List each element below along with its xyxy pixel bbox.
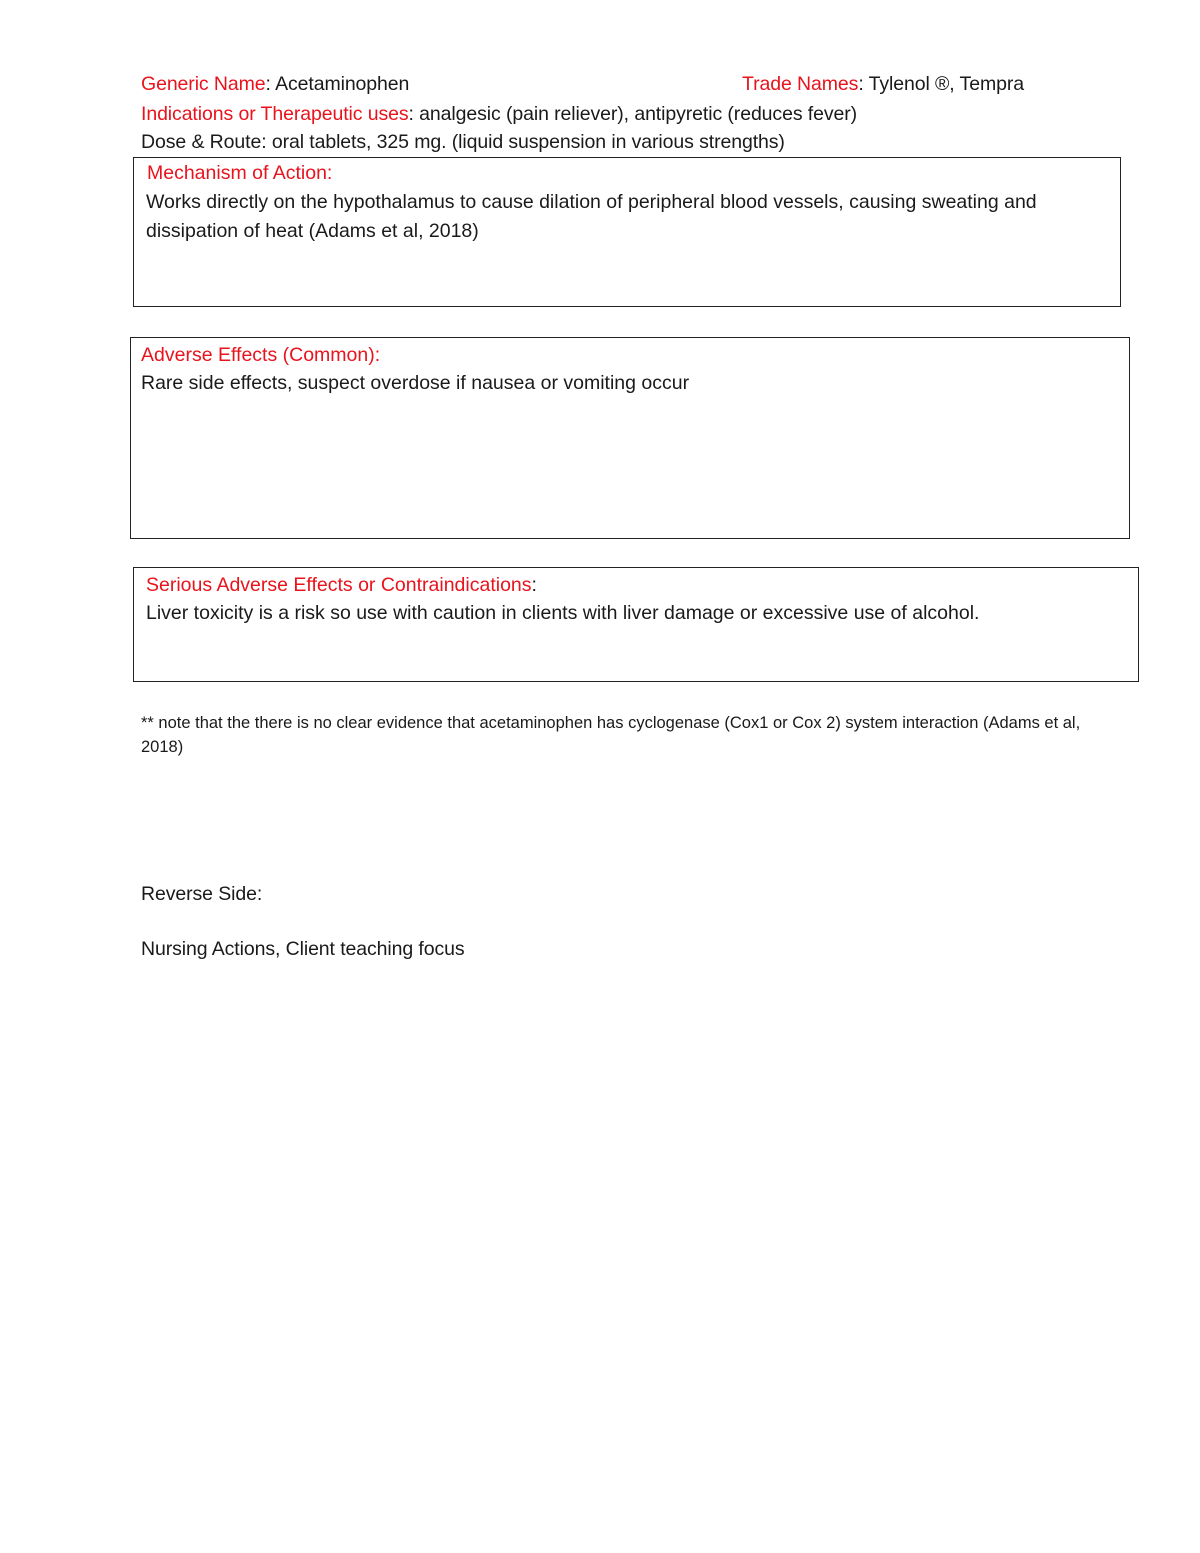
- generic-name-value: : Acetaminophen: [265, 73, 410, 95]
- indications-value: : analgesic (pain reliever), antipyretic (reduces fever): [408, 103, 858, 125]
- serious-adverse-effects-text: Liver toxicity is a risk so use with caution in clients with liver damage or excessive use of alcohol.: [146, 602, 980, 624]
- mechanism-of-action-text: Works directly on the hypothalamus to cause dilation of peripheral blood vessels, causing sweating and dissipation of heat (Adams et al, 2018): [146, 191, 1037, 242]
- trade-names-line: [742, 72, 1024, 96]
- nursing-actions-label: Nursing Actions, Client teaching focus: [141, 938, 465, 960]
- adverse-effects-heading: Adverse Effects (Common):: [141, 344, 381, 366]
- adverse-effects-text: Rare side effects, suspect overdose if nausea or vomiting occur: [141, 372, 690, 394]
- adverse-effects-box: [130, 337, 1130, 539]
- mechanism-of-action-box: [133, 157, 1121, 307]
- serious-adverse-effects-heading: [146, 573, 537, 597]
- mechanism-of-action-heading: Mechanism of Action:: [147, 162, 333, 184]
- indications-label: Indications or Therapeutic uses: [141, 103, 409, 125]
- serious-adverse-effects-heading-label: Serious Adverse Effects or Contraindications: [146, 574, 532, 596]
- footnote: ** note that the there is no clear evidence that acetaminophen has cyclogenase (Cox1 or Cox 2) system interaction (Adams et al, 2018): [141, 714, 1081, 756]
- serious-adverse-effects-heading-colon: :: [531, 574, 537, 596]
- reverse-side-label: Reverse Side:: [141, 883, 263, 905]
- generic-name-line: [141, 72, 409, 96]
- serious-adverse-effects-box: [133, 567, 1139, 682]
- indications-line: [141, 102, 857, 126]
- trade-names-label: Trade Names: [742, 73, 859, 95]
- dose-route-line: Dose & Route: oral tablets, 325 mg. (liquid suspension in various strengths): [141, 131, 785, 153]
- trade-names-value: : Tylenol ®, Tempra: [858, 73, 1024, 95]
- generic-name-label: Generic Name: [141, 73, 266, 95]
